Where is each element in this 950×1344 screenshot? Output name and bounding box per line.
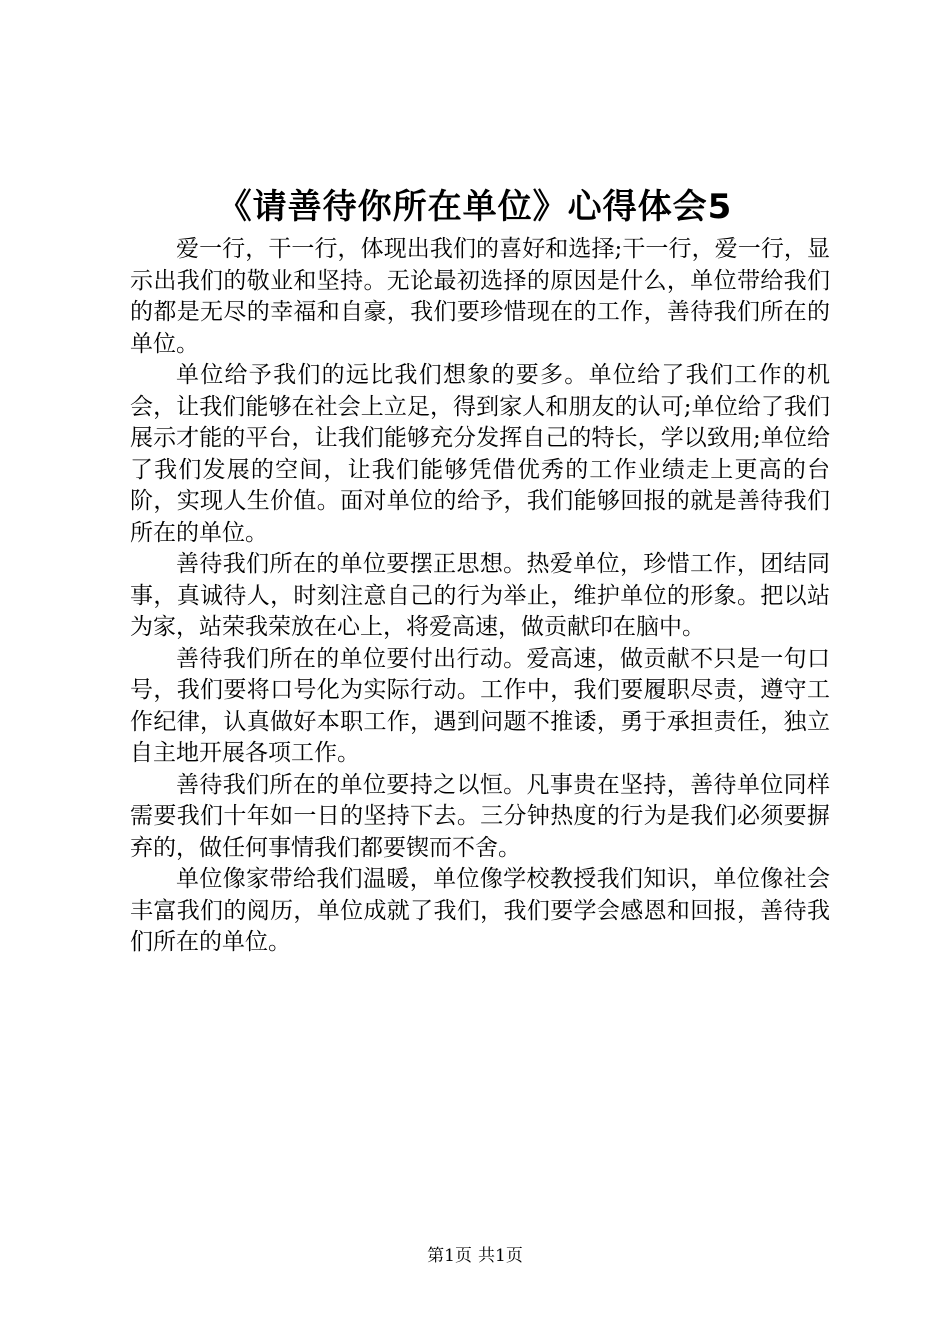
page-number: 第1页 [427,1246,472,1266]
paragraph-3: 善待我们所在的单位要摆正思想。热爱单位，珍惜工作，团结同事，真诚待人，时刻注意自己的行为举止，维护单位的形象。把以站为家，站荣我荣放在心上，将爱高速，做贡献印在脑中。 [130,551,830,640]
document-body [130,234,830,959]
paragraph-5: 善待我们所在的单位要持之以恒。凡事贵在坚持，善待单位同样需要我们十年如一日的坚持下去。三分钟热度的行为是我们必须要摒弃的，做任何事情我们都要锲而不舍。 [130,771,830,861]
paragraph-1: 爱一行，干一行，体现出我们的喜好和选择;干一行，爱一行，显示出我们的敬业和坚持。无论最初选择的原因是什么，单位带给我们的都是无尽的幸福和自豪，我们要珍惜现在的工作，善待我们所在的单位。 [130,236,830,357]
paragraph-6: 单位像家带给我们温暖，单位像学校教授我们知识，单位像社会丰富我们的阅历，单位成就了我们，我们要学会感恩和回报，善待我们所在的单位。 [130,866,830,955]
page-total: 共1页 [478,1246,523,1266]
page-footer [0,1244,950,1268]
paragraph-2: 单位给予我们的远比我们想象的要多。单位给了我们工作的机会，让我们能够在社会上立足，得到家人和朋友的认可;单位给了我们展示才能的平台，让我们能够充分发挥自己的特长，学以致用;单位给了我们发展的空间，让我们能够凭借优秀的工作业绩走上更高的台阶，实现人生价值。面对单位的给予，我们能够回报的就是善待我们所在的单位。 [130,362,830,546]
document-title: 《请善待你所在单位》心得体会5 [217,187,733,227]
paragraph-4: 善待我们所在的单位要付出行动。爱高速，做贡献不只是一句口号，我们要将口号化为实际行动。工作中，我们要履职尽责，遵守工作纪律，认真做好本职工作，遇到问题不推诿，勇于承担责任，独立自主地开展各项工作。 [130,645,830,766]
